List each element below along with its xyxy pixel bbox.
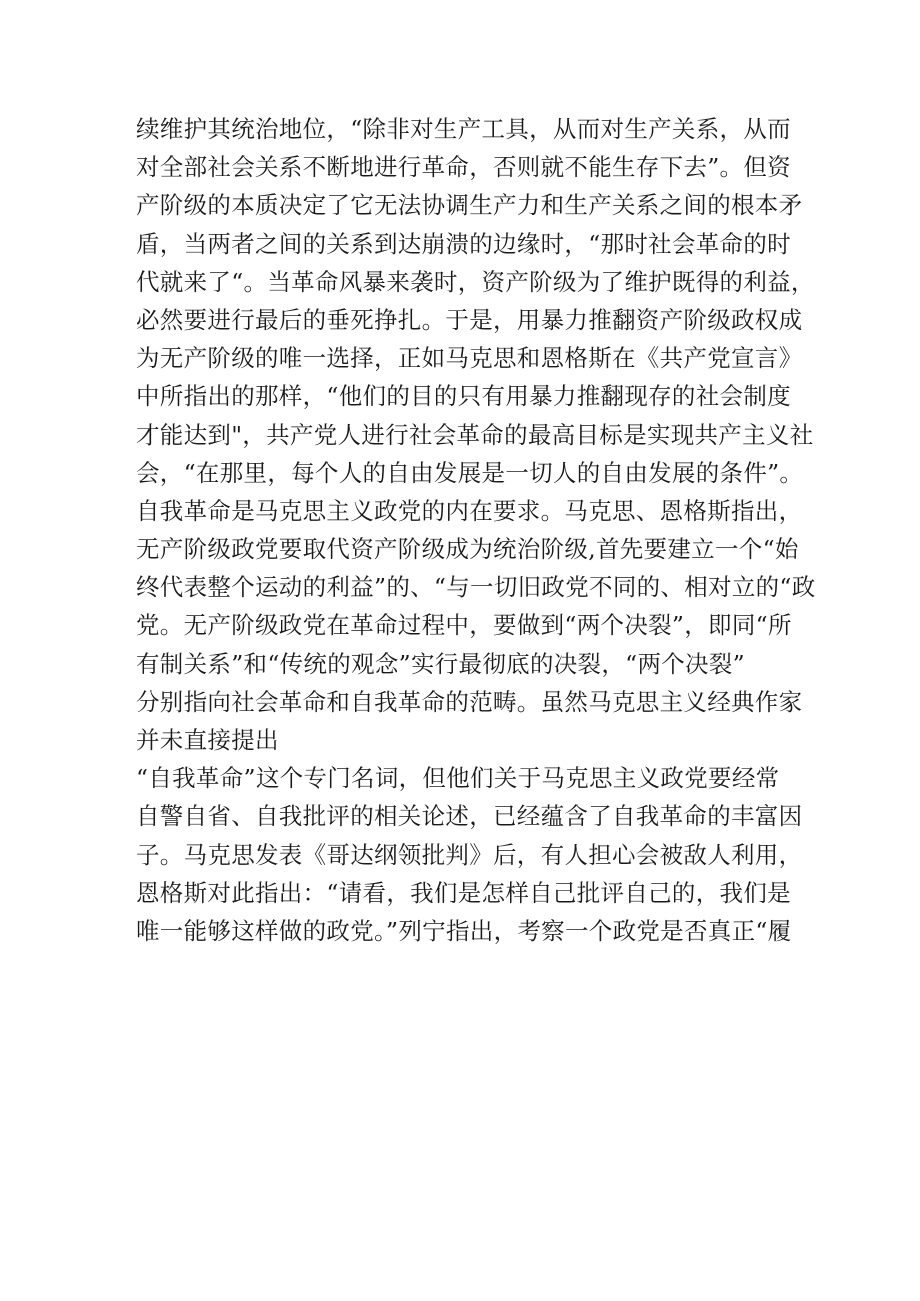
text-line: 党。无产阶级政党在革命过程中，要做到“两个决裂”，即同“所 (136, 611, 792, 640)
text-line: 盾，当两者之间的关系到达崩溃的边缘时，“那时社会革命的时 (136, 229, 791, 258)
text-line: 中所指出的那样，“他们的目的只有用暴力推翻现存的社会制度 (136, 382, 791, 411)
text-line: 为无产阶级的唯一选择，正如马克思和恩格斯在《共产党宣言》 (136, 344, 803, 373)
text-line: 自警自省、自我批评的相关论述，已经蕴含了自我革命的丰富因 (136, 802, 803, 831)
text-line: 分别指向社会革命和自我革命的范畴。虽然马克思主义经典作家 (136, 687, 803, 716)
text-line: 无产阶级政党要取代资产阶级成为统治阶级,首先要建立一个“始 (136, 535, 799, 564)
text-line: 代就来了“。当革命风暴来袭时，资产阶级为了维护既得的利益， (136, 267, 815, 296)
text-line: 并未直接提出 (136, 726, 279, 754)
text-line: 续维护其统治地位，“除非对生产工具，从而对生产关系，从而 (136, 115, 791, 143)
text-line: “自我革命”这个专门名词，但他们关于马克思主义政党要经常 (136, 764, 780, 793)
text-line: 子。马克思发表《哥达纲领批判》后，有人担心会被敌人利用， (136, 840, 803, 869)
text-line: 唯一能够这样做的政党。”列宁指出，考察一个政党是否真正“履 (136, 916, 792, 945)
text-line: 对全部社会关系不断地进行革命，否则就不能生存下去”。但资 (136, 153, 791, 182)
text-line: 会，“在那里，每个人的自由发展是一切人的自由发展的条件”。 (136, 458, 804, 487)
body-text (136, 110, 816, 950)
text-line: 终代表整个运动的利益”的、“与一切旧政党不同的、相对立的“政 (136, 573, 816, 602)
text-line: 恩格斯对此指出：“请看，我们是怎样自己批评自己的，我们是 (136, 878, 791, 907)
text-line: 产阶级的本质决定了它无法协调生产力和生产关系之间的根本矛 (136, 191, 803, 220)
text-line: 才能达到"，共产党人进行社会革命的最高目标是实现共产主义社 (136, 420, 814, 449)
text-line: 自我革命是马克思主义政党的内在要求。马克思、恩格斯指出， (136, 496, 803, 525)
text-line: 有制关系”和“传统的观念”实行最彻底的决裂，“两个决裂” (136, 649, 745, 678)
text-line: 必然要进行最后的垂死挣扎。于是，用暴力推翻资产阶级政权成 (136, 305, 803, 334)
